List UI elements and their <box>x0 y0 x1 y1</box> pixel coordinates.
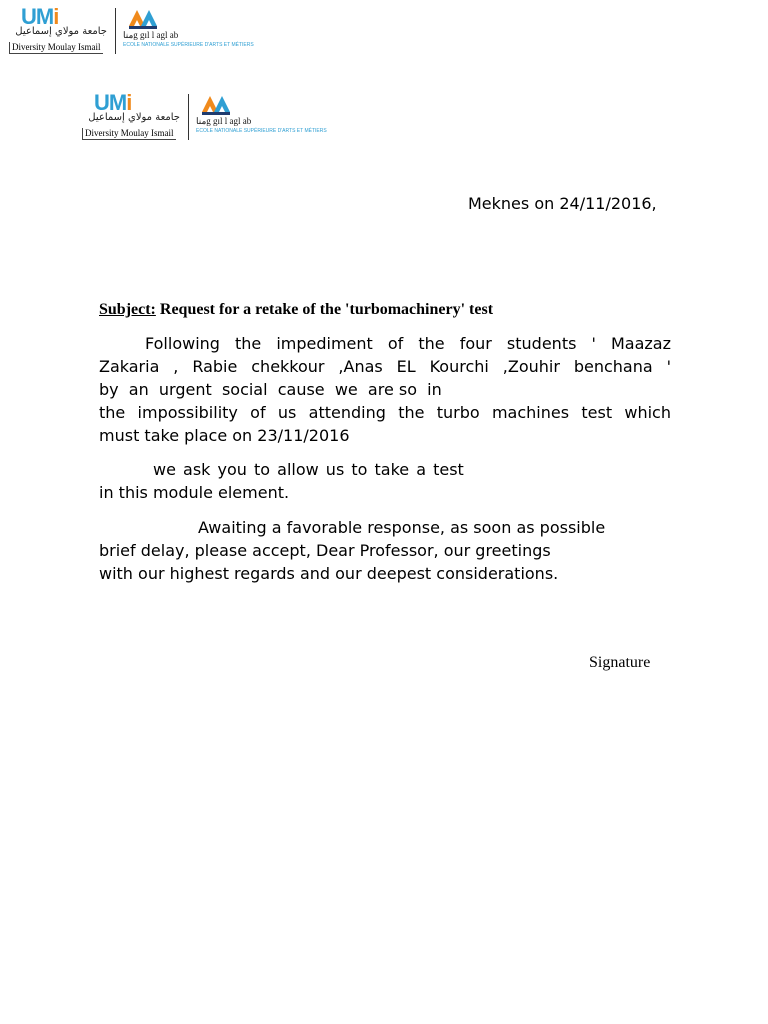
umi-wordmark: UMi <box>21 4 59 29</box>
body-paragraph-3 <box>99 516 671 585</box>
umi-caption: Diversity Moulay Ismail <box>9 42 103 54</box>
subject-label: Subject: <box>99 301 156 318</box>
body-line: brief delay, please accept, Dear Professor, our greetings <box>99 541 551 560</box>
body-line: Following the impediment of the four students ' Maazaz <box>145 334 671 353</box>
ensam-name-line: ﻣﻨﺎg gıl l agl ab <box>123 30 179 40</box>
umi-caption: Diversity Moulay Ismail <box>82 128 176 140</box>
body-line: with our highest regards and our deepest considerations. <box>99 564 559 583</box>
umi-arabic-name: جامعة مولاي إسماعيل <box>15 26 107 37</box>
umi-logo <box>82 92 182 142</box>
ensam-emblem-icon <box>200 92 234 116</box>
ensam-logo <box>123 6 254 56</box>
ensam-logo <box>196 92 327 142</box>
umi-logo <box>9 6 109 56</box>
logo-divider <box>115 8 116 54</box>
body-paragraph-1 <box>99 332 671 447</box>
body-line: Zakaria , Rabie chekkour ,Anas EL Kourchi ,Zouhir benchana ' <box>99 357 671 376</box>
header-logos-small <box>9 4 254 56</box>
subject-text: Request for a retake of the 'turbomachinery' test <box>155 301 494 318</box>
ensam-subtitle: ECOLE NATIONALE SUPÉRIEURE D'ARTS ET MÉTIERS <box>196 128 327 134</box>
umi-wordmark: UMi <box>94 90 132 115</box>
letter-subject <box>99 300 493 320</box>
ensam-emblem-icon <box>127 6 161 30</box>
body-line: in this module element. <box>99 483 290 502</box>
umi-arabic-name: جامعة مولاي إسماعيل <box>88 112 180 123</box>
body-line: Awaiting a favorable response, as soon as possible <box>198 518 606 537</box>
body-line: the impossibility of us attending the turbo machines test which <box>99 403 671 422</box>
signature-label: Signature <box>589 654 651 671</box>
ensam-subtitle: ECOLE NATIONALE SUPÉRIEURE D'ARTS ET MÉTIERS <box>123 42 254 48</box>
body-line: we ask you to allow us to take a test <box>153 460 464 479</box>
letter-date: Meknes on 24/11/2016, <box>468 194 657 213</box>
body-paragraph-2 <box>99 458 671 504</box>
logo-divider <box>188 94 189 140</box>
body-line: by an urgent social cause we are so in <box>99 380 442 399</box>
body-line: must take place on 23/11/2016 <box>99 426 350 445</box>
header-logos-large <box>82 90 327 142</box>
ensam-name-line: ﻣﻨﺎg gıl l agl ab <box>196 116 252 126</box>
